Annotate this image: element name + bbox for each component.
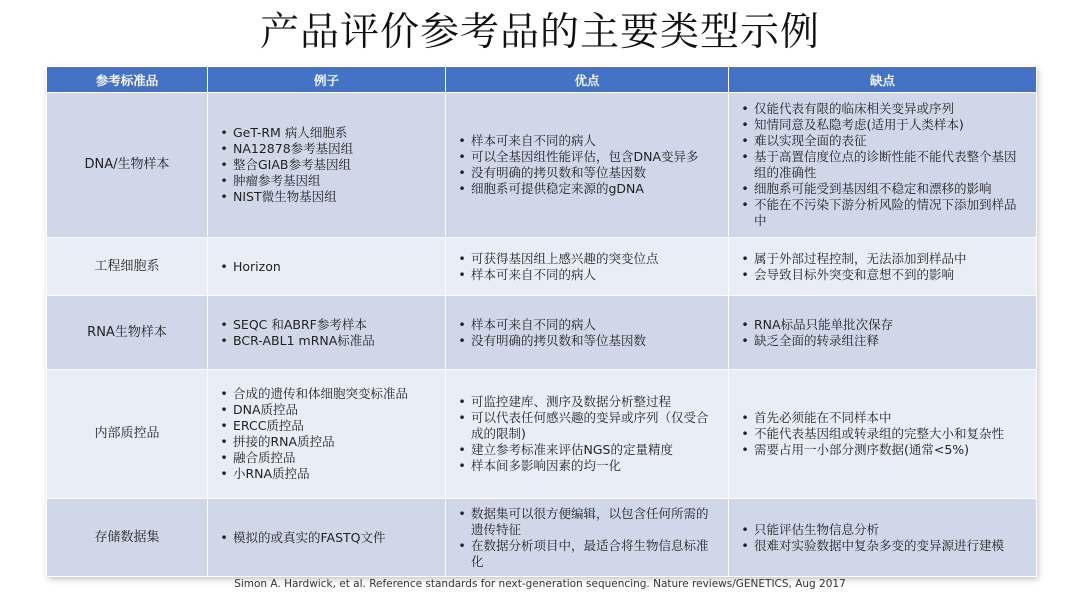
bullet-icon: • xyxy=(220,157,228,172)
cons-list xyxy=(737,251,1028,283)
cell-examples xyxy=(208,93,446,238)
cell-cons xyxy=(729,296,1037,370)
examples-list xyxy=(216,386,437,482)
bullet-icon: • xyxy=(458,266,466,282)
bullet-icon: • xyxy=(220,173,228,188)
cell-cons xyxy=(729,370,1037,499)
bullet-icon: • xyxy=(458,181,466,196)
cell-standard: DNA/生物样本 xyxy=(47,93,208,238)
list-item xyxy=(454,267,720,283)
bullet-icon: • xyxy=(220,189,228,204)
list-item-text: 拼接的RNA质控品 xyxy=(233,434,335,449)
cell-standard: 存储数据集 xyxy=(47,499,208,577)
list-item-text: 样本可来自不同的病人 xyxy=(471,133,597,148)
bullet-icon: • xyxy=(220,466,228,481)
list-item xyxy=(454,133,720,149)
bullet-icon: • xyxy=(220,450,228,465)
cons-list xyxy=(737,522,1028,554)
bullet-icon: • xyxy=(220,434,228,449)
list-item-text: 没有明确的拷贝数和等位基因数 xyxy=(471,165,647,180)
list-item-text: 知情同意及私隐考虑(适用于人类样本) xyxy=(754,117,964,132)
list-item-text: 不能在不污染下游分析风险的情况下添加到样品中 xyxy=(754,197,1017,228)
list-item-text: 建立参考标准来评估NGS的定量精度 xyxy=(471,442,673,457)
table-row xyxy=(47,370,1037,499)
list-item xyxy=(454,149,720,165)
list-item-text: 会导致目标外突变和意想不到的影响 xyxy=(754,266,955,282)
header-cons: 缺点 xyxy=(729,67,1037,93)
examples-list xyxy=(216,125,437,205)
list-item xyxy=(454,181,720,197)
pros-list xyxy=(454,394,720,474)
list-item xyxy=(454,165,720,181)
list-item-text: 细胞系可提供稳定来源的gDNA xyxy=(471,181,644,196)
list-item xyxy=(216,434,437,450)
list-item-text: 在数据分析项目中，最适合将生物信息标准化 xyxy=(471,537,709,569)
cell-pros xyxy=(446,370,729,499)
list-item-text: 可以代表任何感兴趣的变异或序列（仅受合成的限制) xyxy=(471,410,709,441)
bullet-icon: • xyxy=(741,442,749,457)
list-item xyxy=(454,442,720,458)
list-item-text: 小RNA质控品 xyxy=(233,466,310,481)
reference-citation: Simon A. Hardwick, et al. Reference standards for next-generation sequencing. Nature reviews/GENETICS, Aug 2017 xyxy=(234,578,846,590)
list-item xyxy=(737,149,1028,181)
bullet-icon: • xyxy=(741,332,749,348)
bullet-icon: • xyxy=(220,529,228,545)
list-item xyxy=(216,141,437,157)
list-item xyxy=(216,259,437,275)
list-item xyxy=(737,333,1028,349)
bullet-icon: • xyxy=(220,258,228,274)
list-item-text: SEQC 和ABRF参考样本 xyxy=(233,316,367,332)
bullet-icon: • xyxy=(458,394,466,409)
table-header-row xyxy=(47,67,1037,93)
header-standard: 参考标准品 xyxy=(47,67,208,93)
list-item-text: 数据集可以很方便编辑，以包含任何所需的遗传特征 xyxy=(471,505,709,537)
pros-list xyxy=(454,251,720,283)
bullet-icon: • xyxy=(458,537,466,553)
cell-standard: 工程细胞系 xyxy=(47,238,208,296)
list-item-text: 样本可来自不同的病人 xyxy=(471,266,597,282)
list-item-text: 可获得基因组上感兴趣的突变位点 xyxy=(471,250,659,266)
list-item-text: 没有明确的拷贝数和等位基因数 xyxy=(471,332,647,348)
list-item xyxy=(216,333,437,349)
list-item-text: 缺乏全面的转录组注释 xyxy=(754,332,880,348)
pros-list xyxy=(454,133,720,197)
bullet-icon: • xyxy=(741,537,749,553)
cell-standard: 内部质控品 xyxy=(47,370,208,499)
reference-standards-table xyxy=(46,66,1036,576)
table-row xyxy=(47,238,1037,296)
list-item xyxy=(737,267,1028,283)
bullet-icon: • xyxy=(741,250,749,266)
bullet-icon: • xyxy=(458,165,466,180)
bullet-icon: • xyxy=(220,386,228,401)
list-item xyxy=(216,173,437,189)
list-item xyxy=(737,522,1028,538)
pros-list xyxy=(454,317,720,349)
list-item-text: ERCC质控品 xyxy=(233,418,304,433)
list-item xyxy=(454,538,720,570)
bullet-icon: • xyxy=(458,442,466,457)
list-item-text: 仅能代表有限的临床相关变异或序列 xyxy=(754,101,955,116)
list-item-text: Horizon xyxy=(233,258,281,274)
list-item xyxy=(216,125,437,141)
bullet-icon: • xyxy=(741,426,749,441)
cell-cons xyxy=(729,499,1037,577)
list-item xyxy=(216,450,437,466)
bullet-icon: • xyxy=(458,149,466,164)
list-item-text: 难以实现全面的表征 xyxy=(754,133,867,148)
cell-standard: RNA生物样本 xyxy=(47,296,208,370)
bullet-icon: • xyxy=(458,458,466,473)
examples-list xyxy=(216,530,437,546)
list-item xyxy=(737,101,1028,117)
cell-examples xyxy=(208,499,446,577)
cell-pros xyxy=(446,499,729,577)
list-item-text: 模拟的或真实的FASTQ文件 xyxy=(233,529,386,545)
list-item-text: 融合质控品 xyxy=(233,450,296,465)
bullet-icon: • xyxy=(741,266,749,282)
list-item xyxy=(454,394,720,410)
list-item-text: 细胞系可能受到基因组不稳定和漂移的影响 xyxy=(754,181,992,196)
bullet-icon: • xyxy=(741,316,749,332)
cell-pros xyxy=(446,238,729,296)
cell-pros xyxy=(446,296,729,370)
cell-examples xyxy=(208,238,446,296)
list-item xyxy=(216,402,437,418)
list-item-text: 可监控建库、测序及数据分析整过程 xyxy=(471,394,672,409)
list-item-text: 不能代表基因组或转录组的完整大小和复杂性 xyxy=(754,426,1005,441)
cons-list xyxy=(737,101,1028,229)
table-row xyxy=(47,93,1037,238)
bullet-icon: • xyxy=(220,418,228,433)
list-item xyxy=(216,189,437,205)
bullet-icon: • xyxy=(220,332,228,348)
bullet-icon: • xyxy=(741,181,749,196)
list-item-text: 首先必须能在不同样本中 xyxy=(754,410,892,425)
bullet-icon: • xyxy=(741,410,749,425)
list-item-text: 只能评估生物信息分析 xyxy=(754,521,880,537)
list-item xyxy=(454,410,720,442)
table-row xyxy=(47,499,1037,577)
list-item-text: 合成的遗传和体细胞突变标准品 xyxy=(233,386,409,401)
bullet-icon: • xyxy=(458,133,466,148)
cell-cons xyxy=(729,93,1037,238)
cons-list xyxy=(737,317,1028,349)
pros-list xyxy=(454,506,720,570)
bullet-icon: • xyxy=(220,402,228,417)
list-item-text: 基于高置信度位点的诊断性能不能代表整个基因组的准确性 xyxy=(754,149,1017,180)
list-item-text: NA12878参考基因组 xyxy=(233,141,354,156)
bullet-icon: • xyxy=(220,141,228,156)
bullet-icon: • xyxy=(458,410,466,425)
bullet-icon: • xyxy=(741,149,749,164)
list-item xyxy=(216,386,437,402)
list-item xyxy=(737,410,1028,426)
bullet-icon: • xyxy=(220,125,228,140)
table-row xyxy=(47,296,1037,370)
list-item xyxy=(216,157,437,173)
list-item-text: RNA标品只能单批次保存 xyxy=(754,316,894,332)
slide-title: 产品评价参考品的主要类型示例 xyxy=(259,10,820,55)
list-item xyxy=(737,133,1028,149)
bullet-icon: • xyxy=(458,505,466,521)
header-examples: 例子 xyxy=(208,67,446,93)
list-item xyxy=(737,197,1028,229)
list-item xyxy=(454,317,720,333)
bullet-icon: • xyxy=(741,101,749,116)
list-item-text: 属于外部过程控制，无法添加到样品中 xyxy=(754,250,967,266)
list-item xyxy=(737,317,1028,333)
list-item xyxy=(737,117,1028,133)
examples-list xyxy=(216,259,437,275)
list-item-text: 肿瘤参考基因组 xyxy=(233,173,321,188)
list-item xyxy=(216,418,437,434)
list-item-text: DNA质控品 xyxy=(233,402,299,417)
list-item-text: 需要占用一小部分测序数据(通常<5%) xyxy=(754,442,970,457)
list-item-text: 样本间多影响因素的均一化 xyxy=(471,458,622,473)
list-item xyxy=(737,251,1028,267)
list-item xyxy=(737,181,1028,197)
examples-list xyxy=(216,317,437,349)
list-item xyxy=(454,506,720,538)
list-item xyxy=(216,466,437,482)
list-item-text: BCR-ABL1 mRNA标准品 xyxy=(233,332,375,348)
cons-list xyxy=(737,410,1028,458)
list-item-text: NIST微生物基因组 xyxy=(233,189,337,204)
list-item xyxy=(216,317,437,333)
list-item-text: 很难对实验数据中复杂多变的变异源进行建模 xyxy=(754,537,1005,553)
bullet-icon: • xyxy=(220,316,228,332)
cell-examples xyxy=(208,370,446,499)
cell-cons xyxy=(729,238,1037,296)
list-item-text: 样本可来自不同的病人 xyxy=(471,316,597,332)
bullet-icon: • xyxy=(741,117,749,132)
list-item-text: 整合GIAB参考基因组 xyxy=(233,157,351,172)
list-item-text: 可以全基因组性能评估，包含DNA变异多 xyxy=(471,149,699,164)
header-pros: 优点 xyxy=(446,67,729,93)
cell-pros xyxy=(446,93,729,238)
cell-examples xyxy=(208,296,446,370)
list-item xyxy=(737,442,1028,458)
bullet-icon: • xyxy=(741,197,749,212)
list-item-text: GeT-RM 病人细胞系 xyxy=(233,125,348,140)
bullet-icon: • xyxy=(741,133,749,148)
bullet-icon: • xyxy=(458,250,466,266)
bullet-icon: • xyxy=(458,316,466,332)
list-item xyxy=(737,426,1028,442)
bullet-icon: • xyxy=(458,332,466,348)
list-item xyxy=(454,251,720,267)
list-item xyxy=(216,530,437,546)
bullet-icon: • xyxy=(741,521,749,537)
list-item xyxy=(737,538,1028,554)
list-item xyxy=(454,333,720,349)
list-item xyxy=(454,458,720,474)
